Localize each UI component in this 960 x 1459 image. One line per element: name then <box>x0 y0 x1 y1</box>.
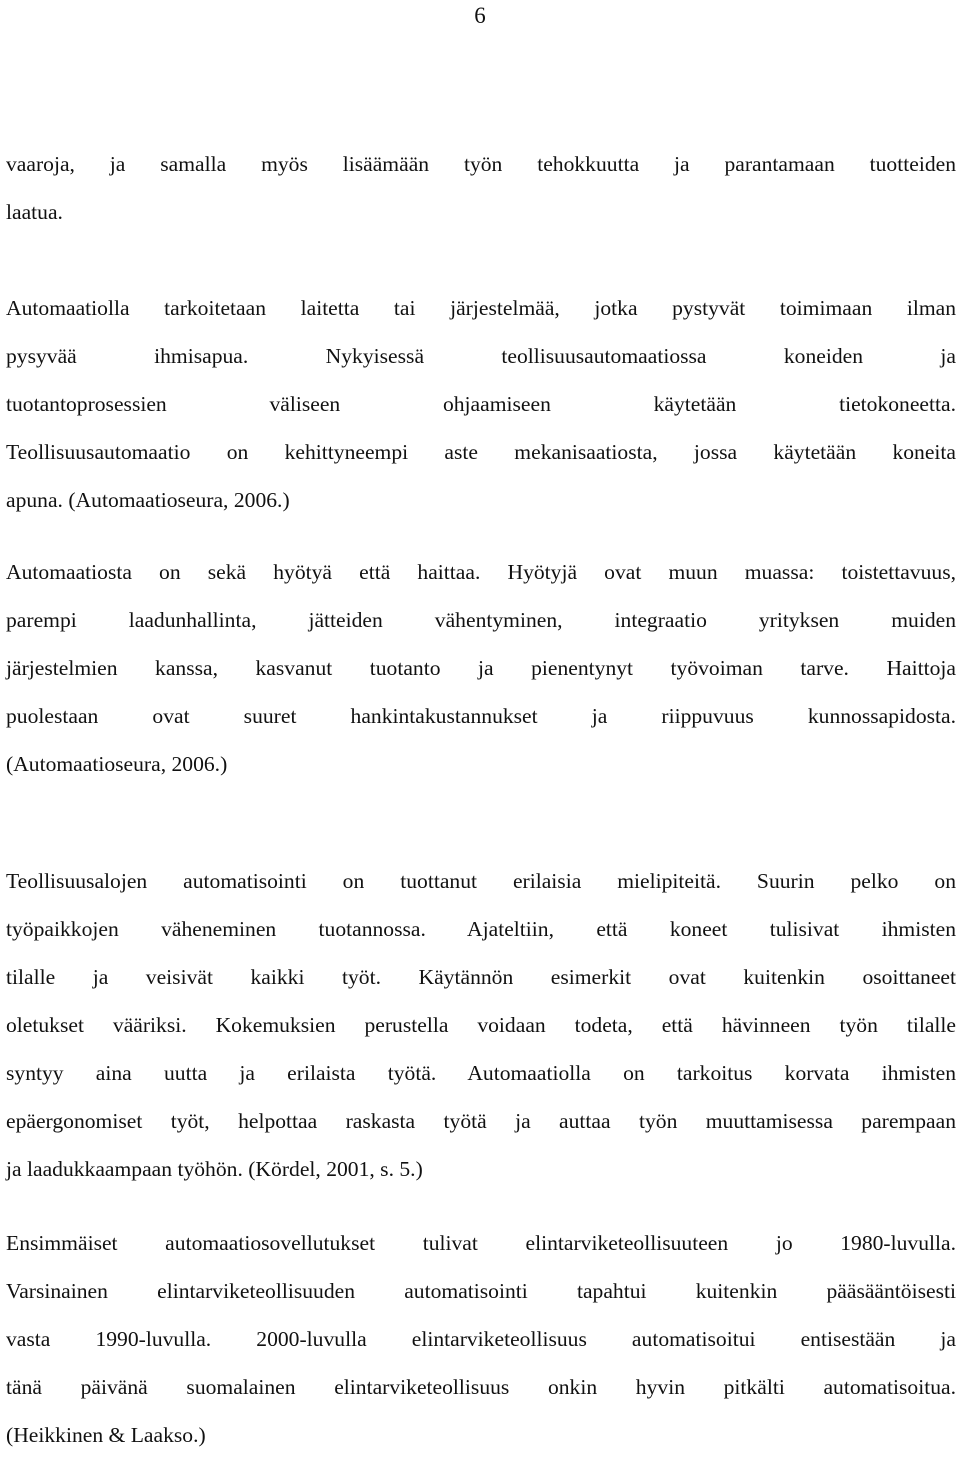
paragraph-food-industry-history <box>6 1219 956 1459</box>
text-line: tuotantoprosessien väliseen ohjaamiseen käytetään tietokoneetta. <box>6 392 956 416</box>
text-line: apuna. (Automaatioseura, 2006.) <box>6 488 290 512</box>
page-number: 6 <box>474 3 486 28</box>
text-line: (Heikkinen & Laakso.) <box>6 1423 206 1447</box>
text-line: oletukset vääriksi. Kokemuksien perustella voidaan todeta, että hävinneen työn tilalle <box>6 1013 956 1037</box>
text-line: Ensimmäiset automaatiosovellutukset tulivat elintarviketeollisuuteen jo 1980-luvulla. <box>6 1231 956 1255</box>
text-line: tänä päivänä suomalainen elintarviketeollisuus onkin hyvin pitkälti automatisoitua. <box>6 1375 956 1399</box>
text-line: Teollisuusalojen automatisointi on tuottanut erilaisia mielipiteitä. Suurin pelko on <box>6 869 956 893</box>
text-line: Teollisuusautomaatio on kehittyneempi aste mekanisaatiosta, jossa käytetään koneita <box>6 440 956 464</box>
paragraph-intro-continuation <box>6 140 956 236</box>
paragraph-automation-definition <box>6 284 956 524</box>
text-line: työpaikkojen väheneminen tuotannossa. Ajateltiin, että koneet tulisivat ihmisten <box>6 917 956 941</box>
text-line: vasta 1990-luvulla. 2000-luvulla elintarviketeollisuus automatisoitui entisestään ja <box>6 1327 956 1351</box>
text-line: Automaatiosta on sekä hyötyä että haittaa. Hyötyjä ovat muun muassa: toistettavuus, <box>6 560 956 584</box>
paragraph-pros-cons <box>6 548 956 788</box>
text-line: Automaatiolla tarkoitetaan laitetta tai järjestelmää, jotka pystyvät toimimaan ilman <box>6 296 956 320</box>
text-line: (Automaatioseura, 2006.) <box>6 752 228 776</box>
paragraph-opinions <box>6 857 956 1193</box>
text-line: puolestaan ovat suuret hankintakustannukset ja riippuvuus kunnossapidosta. <box>6 704 956 728</box>
text-line: epäergonomiset työt, helpottaa raskasta työtä ja auttaa työn muuttamisessa parempaan <box>6 1109 956 1133</box>
text-line: järjestelmien kanssa, kasvanut tuotanto ja pienentynyt työvoiman tarve. Haittoja <box>6 656 956 680</box>
text-line: pysyvää ihmisapua. Nykyisessä teollisuusautomaatiossa koneiden ja <box>6 344 956 368</box>
text-line: laatua. <box>6 200 63 224</box>
text-line: ja laadukkaampaan työhön. (Kördel, 2001, s. 5.) <box>6 1157 423 1181</box>
text-line: tilalle ja veisivät kaikki työt. Käytännön esimerkit ovat kuitenkin osoittaneet <box>6 965 956 989</box>
text-line: Varsinainen elintarviketeollisuuden automatisointi tapahtui kuitenkin pääsääntöisesti <box>6 1279 956 1303</box>
text-line: parempi laadunhallinta, jätteiden vähentyminen, integraatio yrityksen muiden <box>6 608 956 632</box>
text-line: vaaroja, ja samalla myös lisäämään työn tehokkuutta ja parantamaan tuotteiden <box>6 152 956 176</box>
text-line: syntyy aina uutta ja erilaista työtä. Automaatiolla on tarkoitus korvata ihmisten <box>6 1061 956 1085</box>
